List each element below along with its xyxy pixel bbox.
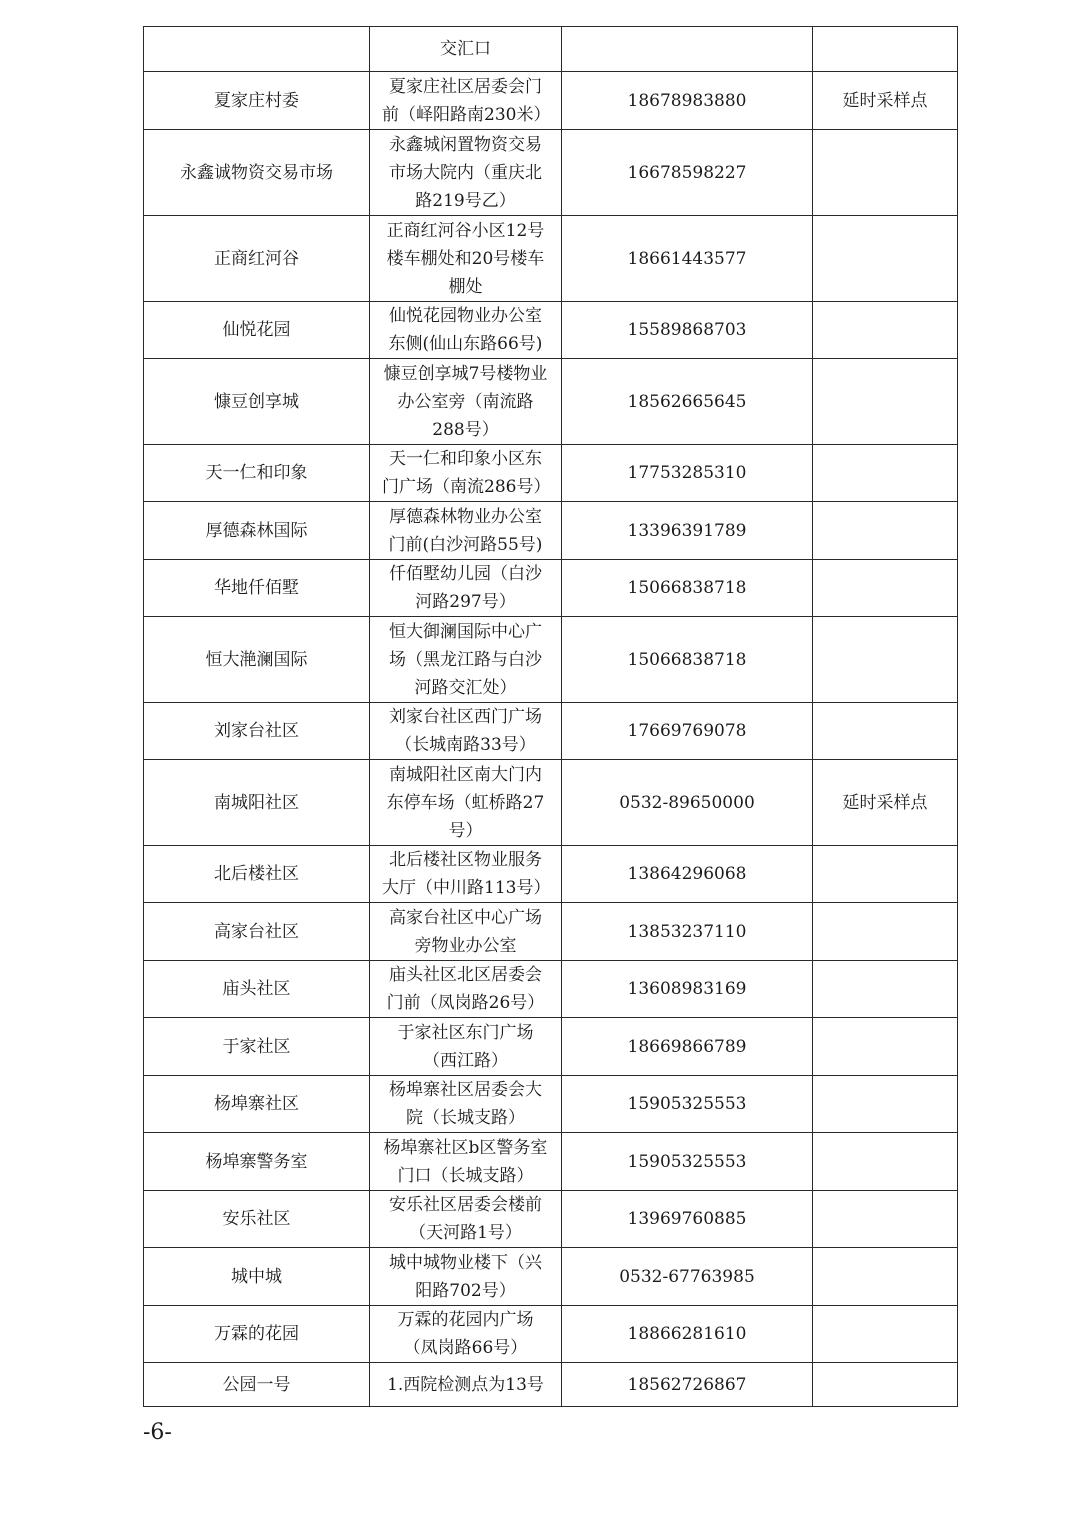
site-phone-cell <box>562 27 813 72</box>
site-address-cell: 1.西院检测点为13号 <box>370 1363 562 1407</box>
table-row <box>144 1191 958 1248</box>
site-note-cell <box>813 1248 958 1306</box>
site-note-cell <box>813 1306 958 1363</box>
table-row <box>144 72 958 130</box>
site-note-cell <box>813 961 958 1018</box>
site-name-cell: 慷豆创享城 <box>144 359 370 445</box>
site-phone-cell: 18866281610 <box>562 1306 813 1363</box>
site-phone-cell: 15066838718 <box>562 617 813 703</box>
site-phone-cell: 13864296068 <box>562 846 813 903</box>
site-name-cell: 于家社区 <box>144 1018 370 1076</box>
table-row <box>144 502 958 560</box>
table-row <box>144 445 958 502</box>
table-row <box>144 846 958 903</box>
site-note-cell <box>813 502 958 560</box>
site-phone-cell: 18562726867 <box>562 1363 813 1407</box>
site-name-cell: 北后楼社区 <box>144 846 370 903</box>
table-row <box>144 903 958 961</box>
site-name-cell: 城中城 <box>144 1248 370 1306</box>
site-note-cell <box>813 703 958 760</box>
site-phone-cell: 18661443577 <box>562 216 813 302</box>
sampling-sites-table <box>143 26 958 1407</box>
site-phone-cell: 0532-67763985 <box>562 1248 813 1306</box>
site-note-cell <box>813 27 958 72</box>
site-note-cell: 延时采样点 <box>813 72 958 130</box>
site-address-cell: 正商红河谷小区12号楼车棚处和20号楼车棚处 <box>370 216 562 302</box>
site-phone-cell: 15066838718 <box>562 560 813 617</box>
site-address-cell: 南城阳社区南大门内东停车场（虹桥路27号） <box>370 760 562 846</box>
site-name-cell: 万霖的花园 <box>144 1306 370 1363</box>
site-address-cell: 高家台社区中心广场旁物业办公室 <box>370 903 562 961</box>
site-address-cell: 杨埠寨社区b区警务室门口（长城支路） <box>370 1133 562 1191</box>
site-address-cell: 仟佰墅幼儿园（白沙河路297号） <box>370 560 562 617</box>
site-address-cell: 夏家庄社区居委会门前（峄阳路南230米） <box>370 72 562 130</box>
site-note-cell <box>813 130 958 216</box>
site-name-cell: 刘家台社区 <box>144 703 370 760</box>
site-phone-cell: 0532-89650000 <box>562 760 813 846</box>
site-name-cell: 公园一号 <box>144 1363 370 1407</box>
site-phone-cell: 18562665645 <box>562 359 813 445</box>
site-address-cell: 永鑫城闲置物资交易市场大院内（重庆北路219号乙） <box>370 130 562 216</box>
site-address-cell: 仙悦花园物业办公室东侧(仙山东路66号) <box>370 302 562 359</box>
table-row <box>144 216 958 302</box>
site-note-cell <box>813 445 958 502</box>
site-note-cell <box>813 560 958 617</box>
site-address-cell: 交汇口 <box>370 27 562 72</box>
site-address-cell: 城中城物业楼下（兴阳路702号） <box>370 1248 562 1306</box>
table-row <box>144 703 958 760</box>
site-phone-cell: 15589868703 <box>562 302 813 359</box>
site-note-cell <box>813 1133 958 1191</box>
site-note-cell <box>813 1018 958 1076</box>
site-note-cell <box>813 302 958 359</box>
site-phone-cell: 17669769078 <box>562 703 813 760</box>
page-number: -6- <box>143 1420 172 1445</box>
site-name-cell <box>144 27 370 72</box>
site-address-cell: 庙头社区北区居委会门前（凤岗路26号） <box>370 961 562 1018</box>
site-address-cell: 北后楼社区物业服务大厅（中川路113号） <box>370 846 562 903</box>
site-name-cell: 正商红河谷 <box>144 216 370 302</box>
site-phone-cell: 13608983169 <box>562 961 813 1018</box>
site-address-cell: 于家社区东门广场（西江路） <box>370 1018 562 1076</box>
site-address-cell: 刘家台社区西门广场（长城南路33号） <box>370 703 562 760</box>
site-note-cell <box>813 1363 958 1407</box>
table-row <box>144 1306 958 1363</box>
site-note-cell <box>813 1191 958 1248</box>
site-name-cell: 夏家庄村委 <box>144 72 370 130</box>
site-note-cell: 延时采样点 <box>813 760 958 846</box>
table-row <box>144 359 958 445</box>
site-name-cell: 高家台社区 <box>144 903 370 961</box>
site-phone-cell: 13853237110 <box>562 903 813 961</box>
site-phone-cell: 17753285310 <box>562 445 813 502</box>
site-phone-cell: 15905325553 <box>562 1076 813 1133</box>
site-name-cell: 庙头社区 <box>144 961 370 1018</box>
site-name-cell: 杨埠寨警务室 <box>144 1133 370 1191</box>
table-row <box>144 961 958 1018</box>
site-name-cell: 厚德森林国际 <box>144 502 370 560</box>
site-name-cell: 恒大滟澜国际 <box>144 617 370 703</box>
site-name-cell: 永鑫诚物资交易市场 <box>144 130 370 216</box>
table-row <box>144 1076 958 1133</box>
site-note-cell <box>813 359 958 445</box>
site-phone-cell: 15905325553 <box>562 1133 813 1191</box>
site-note-cell <box>813 216 958 302</box>
site-address-cell: 恒大御澜国际中心广场（黑龙江路与白沙河路交汇处） <box>370 617 562 703</box>
table-row <box>144 1363 958 1407</box>
site-note-cell <box>813 846 958 903</box>
table-row <box>144 1248 958 1306</box>
table-row <box>144 1018 958 1076</box>
table-row <box>144 760 958 846</box>
site-phone-cell: 18669866789 <box>562 1018 813 1076</box>
site-note-cell <box>813 1076 958 1133</box>
site-name-cell: 华地仟佰墅 <box>144 560 370 617</box>
site-note-cell <box>813 903 958 961</box>
site-phone-cell: 18678983880 <box>562 72 813 130</box>
site-address-cell: 天一仁和印象小区东门广场（南流286号） <box>370 445 562 502</box>
site-name-cell: 安乐社区 <box>144 1191 370 1248</box>
site-name-cell: 南城阳社区 <box>144 760 370 846</box>
site-address-cell: 杨埠寨社区居委会大院（长城支路） <box>370 1076 562 1133</box>
site-phone-cell: 16678598227 <box>562 130 813 216</box>
site-phone-cell: 13396391789 <box>562 502 813 560</box>
site-phone-cell: 13969760885 <box>562 1191 813 1248</box>
table-body <box>144 27 958 1407</box>
table-row <box>144 130 958 216</box>
table-row <box>144 27 958 72</box>
table-row <box>144 560 958 617</box>
site-address-cell: 慷豆创享城7号楼物业办公室旁（南流路288号） <box>370 359 562 445</box>
site-address-cell: 厚德森林物业办公室门前(白沙河路55号) <box>370 502 562 560</box>
table-row <box>144 1133 958 1191</box>
site-name-cell: 杨埠寨社区 <box>144 1076 370 1133</box>
site-address-cell: 安乐社区居委会楼前（天河路1号） <box>370 1191 562 1248</box>
table-row <box>144 302 958 359</box>
site-name-cell: 仙悦花园 <box>144 302 370 359</box>
site-note-cell <box>813 617 958 703</box>
site-name-cell: 天一仁和印象 <box>144 445 370 502</box>
table-row <box>144 617 958 703</box>
site-address-cell: 万霖的花园内广场（凤岗路66号） <box>370 1306 562 1363</box>
